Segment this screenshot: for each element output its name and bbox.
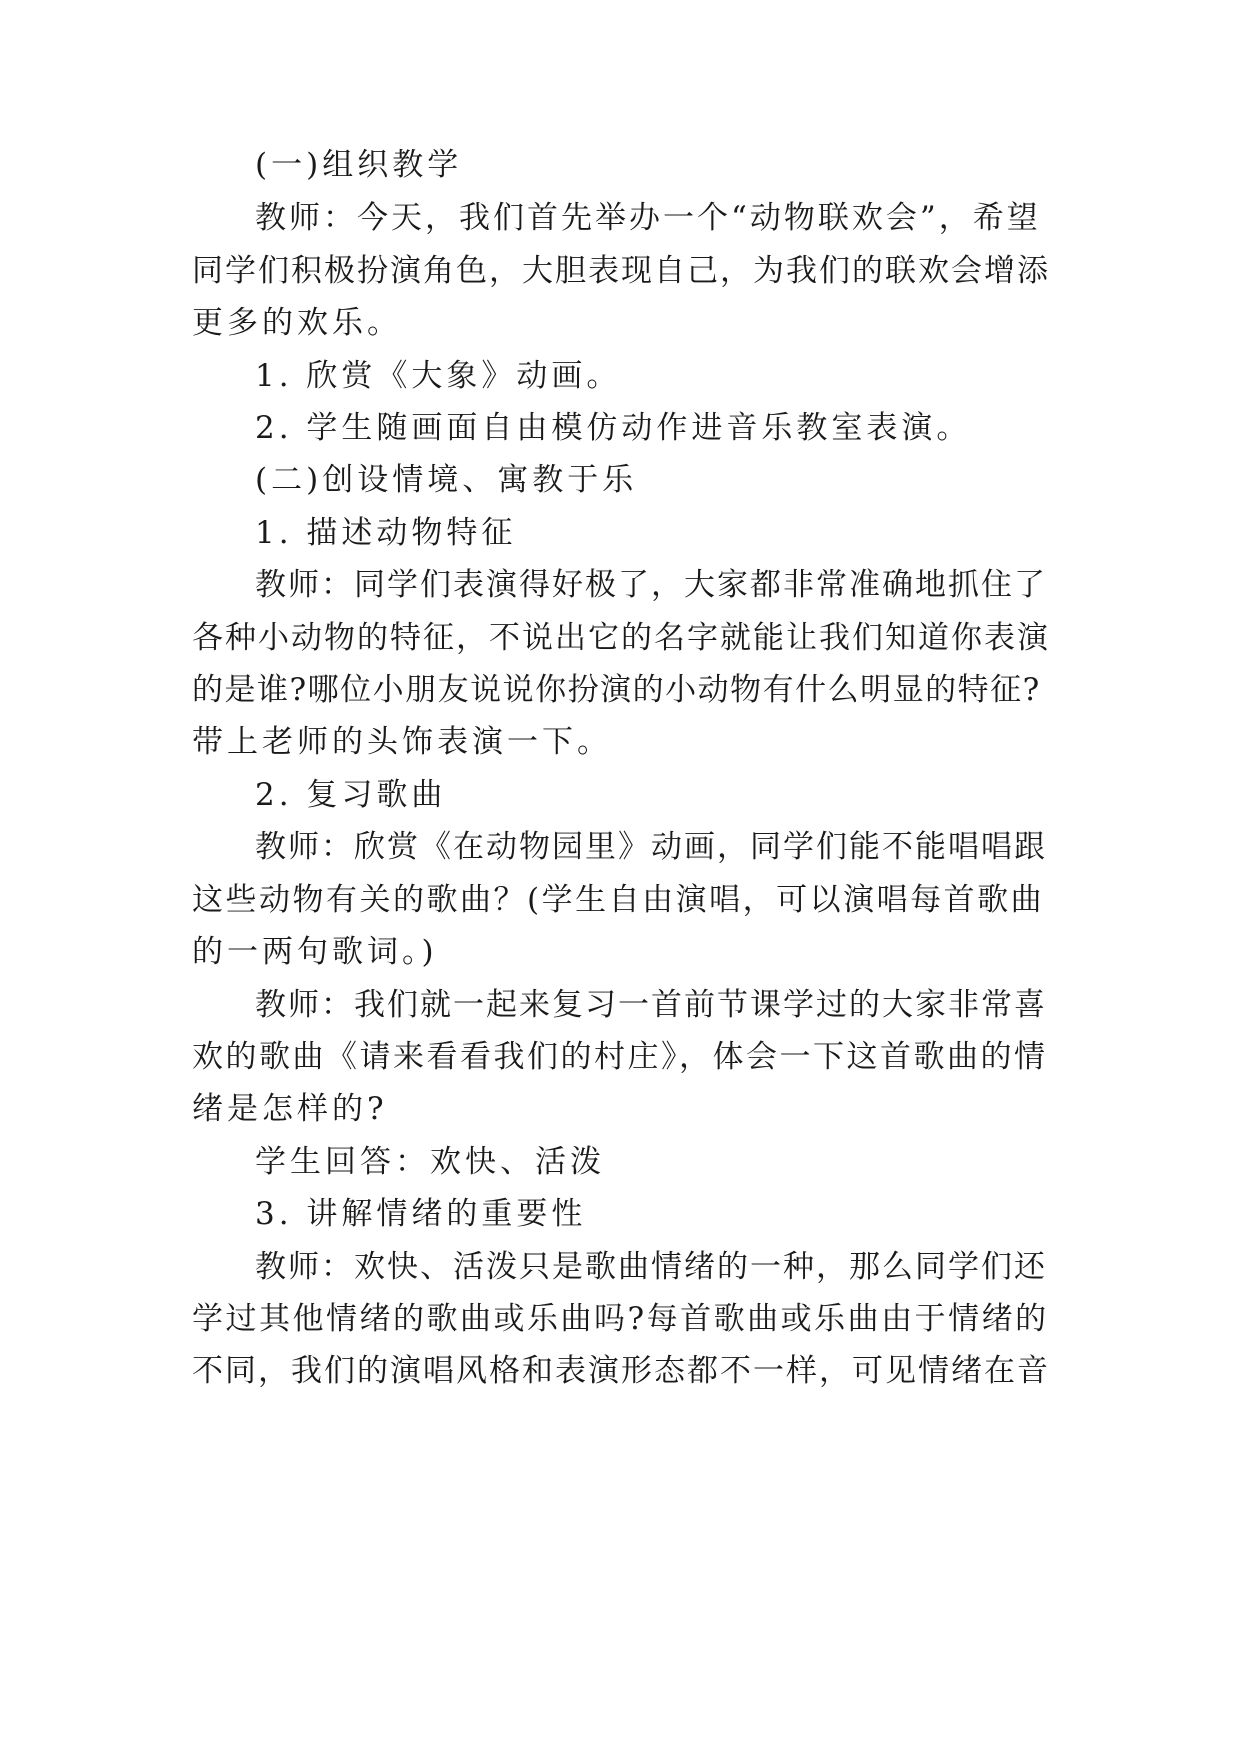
paragraph-line: 的是谁?哪位小朋友说说你扮演的小动物有什么明显的特征? [192,672,1041,708]
paragraph-line: 教师：同学们表演得好极了，大家都非常准确地抓住了 [255,567,1047,603]
paragraph-line: 教师：欣赏《在动物园里》动画，同学们能不能唱唱跟 [255,829,1047,865]
paragraph-line: 欢的歌曲《请来看看我们的村庄》，体会一下这首歌曲的情 [192,1039,1048,1075]
paragraph-line: 教师：我们就一起来复习一首前节课学过的大家非常喜 [255,987,1047,1023]
paragraph-line: 同学们积极扮演角色，大胆表现自己，为我们的联欢会增添 [192,253,1050,289]
paragraph-line: 更多的欢乐。 [192,305,402,341]
paragraph-line: 教师：欢快、活泼只是歌曲情绪的一种，那么同学们还 [255,1249,1047,1285]
paragraph-line: 各种小动物的特征，不说出它的名字就能让我们知道你表演 [192,620,1050,656]
paragraph-line: 教师：今天，我们首先举办一个“动物联欢会”，希望 [255,200,1041,236]
section-heading-2: (二)创设情境、寓教于乐 [255,462,638,498]
paragraph-line: 的一两句歌词。) [192,934,438,970]
list-item: 2. 复习歌曲 [255,777,447,813]
paragraph-line: 这些动物有关的歌曲？(学生自由演唱，可以演唱每首歌曲 [192,882,1045,918]
section-heading-1: (一)组织教学 [255,147,463,183]
paragraph-line: 学生回答：欢快、活泼 [255,1144,605,1180]
list-item: 1. 欣赏《大象》动画。 [255,358,622,394]
list-item: 1. 描述动物特征 [255,515,517,551]
paragraph-line: 学过其他情绪的歌曲或乐曲吗?每首歌曲或乐曲由于情绪的 [192,1301,1049,1337]
paragraph-line: 带上老师的头饰表演一下。 [192,724,612,760]
list-item: 2. 学生随画面自由模仿动作进音乐教室表演。 [255,410,972,446]
list-item: 3. 讲解情绪的重要性 [255,1196,587,1232]
paragraph-line: 绪是怎样的? [192,1091,388,1127]
paragraph-line: 不同，我们的演唱风格和表演形态都不一样，可见情绪在音 [192,1353,1050,1389]
